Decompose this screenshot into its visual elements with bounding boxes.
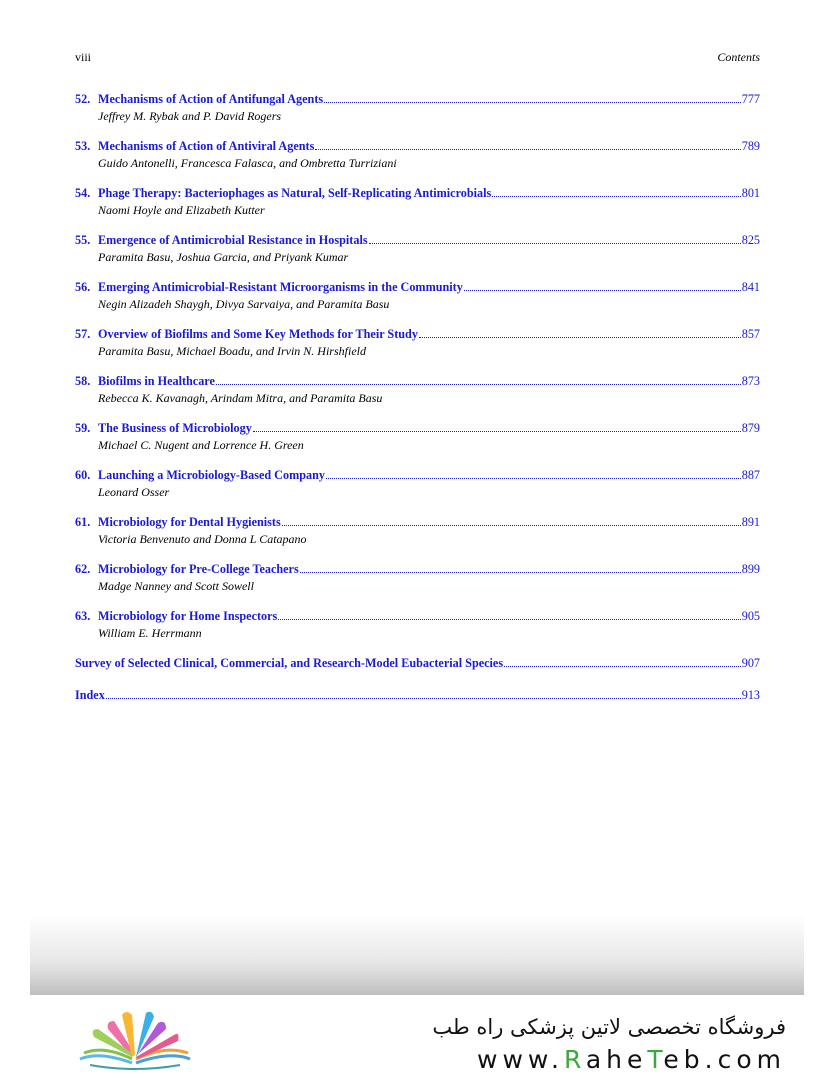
toc-entry[interactable] xyxy=(75,609,760,641)
leader-dots xyxy=(464,289,741,291)
chapter-authors: Victoria Benvenuto and Donna L Catapano xyxy=(98,532,307,546)
chapter-number: 54. xyxy=(75,186,91,200)
toc-entry[interactable] xyxy=(75,139,760,171)
chapter-authors: Paramita Basu, Michael Boadu, and Irvin N. Hirshfield xyxy=(98,344,366,358)
open-book-logo-icon xyxy=(70,1007,200,1072)
store-name: فروشگاه تخصصی لاتین پزشکی راه طب xyxy=(432,1015,786,1039)
chapter-authors: Michael C. Nugent and Lorrence H. Green xyxy=(98,438,304,452)
toc-entry[interactable] xyxy=(75,515,760,547)
chapter-number: 58. xyxy=(75,374,91,388)
page-header-right: Contents xyxy=(717,50,760,64)
leader-dots xyxy=(282,524,741,526)
page-shadow-band xyxy=(30,915,804,995)
leader-dots xyxy=(504,665,741,667)
page-number[interactable]: 801 xyxy=(741,186,760,200)
chapter-number: 59. xyxy=(75,421,91,435)
page-number[interactable]: 857 xyxy=(741,327,760,341)
chapter-title[interactable]: Emergence of Antimicrobial Resistance in Hospitals xyxy=(98,233,368,247)
toc-entry-survey[interactable] xyxy=(75,656,760,671)
toc-entry[interactable] xyxy=(75,233,760,265)
page-number[interactable]: 879 xyxy=(741,421,760,435)
url-letter-r: R xyxy=(564,1045,586,1074)
chapter-title[interactable]: Phage Therapy: Bacteriophages as Natural, Self-Replicating Antimicrobials xyxy=(98,186,492,200)
toc-entry[interactable] xyxy=(75,421,760,453)
watermark-footer xyxy=(0,995,834,1080)
chapter-number: 63. xyxy=(75,609,91,623)
page-header-left: viii xyxy=(75,50,92,64)
leader-dots xyxy=(315,148,740,150)
chapter-title[interactable]: Emerging Antimicrobial-Resistant Microorganisms in the Community xyxy=(98,280,463,294)
chapter-title[interactable]: Launching a Microbiology-Based Company xyxy=(98,468,325,482)
chapter-authors: Negin Alizadeh Shaygh, Divya Sarvaiya, and Paramita Basu xyxy=(98,297,390,311)
chapter-number: 62. xyxy=(75,562,91,576)
chapter-title[interactable]: Overview of Biofilms and Some Key Methods for Their Study xyxy=(98,327,418,341)
chapter-number: 60. xyxy=(75,468,91,482)
chapter-number: 61. xyxy=(75,515,91,529)
page-number[interactable]: 907 xyxy=(741,656,760,670)
toc-entry[interactable] xyxy=(75,186,760,218)
toc-entry[interactable] xyxy=(75,280,760,312)
toc-entry[interactable] xyxy=(75,92,760,124)
page-number[interactable]: 873 xyxy=(741,374,760,388)
chapter-number: 56. xyxy=(75,280,91,294)
chapter-authors: Jeffrey M. Rybak and P. David Rogers xyxy=(98,109,282,123)
leader-dots xyxy=(216,383,741,385)
leader-dots xyxy=(253,430,741,432)
chapter-title[interactable]: Mechanisms of Action of Antifungal Agents xyxy=(98,92,324,106)
leader-dots xyxy=(300,571,741,573)
url-prefix: www. xyxy=(477,1045,564,1074)
page-number[interactable]: 789 xyxy=(741,139,760,153)
toc-entry-index[interactable] xyxy=(75,688,760,703)
chapter-authors: Madge Nanney and Scott Sowell xyxy=(98,579,254,593)
chapter-number: 55. xyxy=(75,233,91,247)
page-number[interactable]: 899 xyxy=(741,562,760,576)
chapter-authors: Guido Antonelli, Francesca Falasca, and Ombretta Turriziani xyxy=(98,156,397,170)
url-mid: ahe xyxy=(585,1045,648,1074)
chapter-number: 57. xyxy=(75,327,91,341)
toc-entry[interactable] xyxy=(75,374,760,406)
leader-dots xyxy=(369,242,741,244)
page-number[interactable]: 777 xyxy=(741,92,760,106)
chapter-title[interactable]: Microbiology for Pre-College Teachers xyxy=(98,562,299,576)
page-number[interactable]: 905 xyxy=(741,609,760,623)
leader-dots xyxy=(326,477,741,479)
toc-entry[interactable] xyxy=(75,468,760,500)
page-number[interactable]: 825 xyxy=(741,233,760,247)
chapter-authors: Paramita Basu, Joshua Garcia, and Priyank Kumar xyxy=(98,250,349,264)
chapter-authors: Rebecca K. Kavanagh, Arindam Mitra, and Paramita Basu xyxy=(98,391,383,405)
chapter-title[interactable]: Microbiology for Home Inspectors xyxy=(98,609,278,623)
chapter-number: 52. xyxy=(75,92,91,106)
page-number[interactable]: 891 xyxy=(741,515,760,529)
leader-dots xyxy=(106,697,741,699)
toc-entry[interactable] xyxy=(75,327,760,359)
website-url xyxy=(477,1045,786,1074)
chapter-authors: Leonard Osser xyxy=(98,485,170,499)
leader-dots xyxy=(278,618,740,620)
leader-dots xyxy=(419,336,741,338)
page-number[interactable]: 887 xyxy=(741,468,760,482)
url-suffix: eb.com xyxy=(663,1045,786,1074)
chapter-title[interactable]: Mechanisms of Action of Antiviral Agents xyxy=(98,139,315,153)
toc-entry[interactable] xyxy=(75,562,760,594)
chapter-authors: William E. Herrmann xyxy=(98,626,202,640)
page-number[interactable]: 913 xyxy=(741,688,760,702)
chapter-title[interactable]: Biofilms in Healthcare xyxy=(98,374,215,388)
page-number[interactable]: 841 xyxy=(741,280,760,294)
chapter-authors: Naomi Hoyle and Elizabeth Kutter xyxy=(98,203,265,217)
chapter-number: 53. xyxy=(75,139,91,153)
leader-dots xyxy=(492,195,740,197)
index-title[interactable]: Index xyxy=(75,688,105,702)
leader-dots xyxy=(324,101,741,103)
survey-title[interactable]: Survey of Selected Clinical, Commercial, and Research-Model Eubacterial Species xyxy=(75,656,504,670)
chapter-title[interactable]: The Business of Microbiology xyxy=(98,421,252,435)
chapter-title[interactable]: Microbiology for Dental Hygienists xyxy=(98,515,281,529)
url-letter-t: T xyxy=(647,1045,664,1074)
